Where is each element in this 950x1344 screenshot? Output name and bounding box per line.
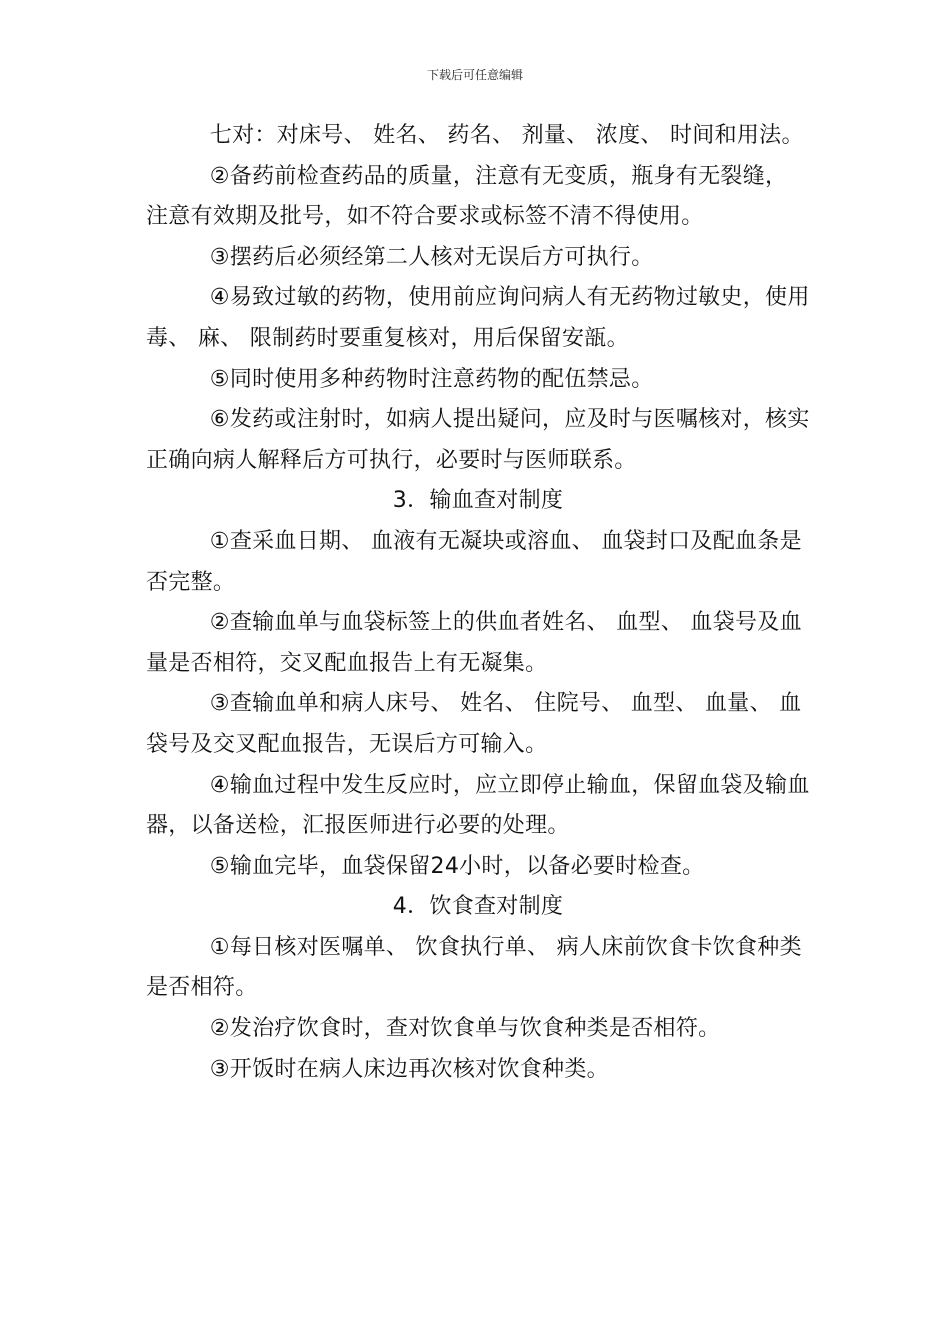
paragraph-blood-bag-retention: ⑤输血完毕，血袋保留24小时，以备必要时检查。 (209, 853, 705, 879)
paragraph-allergy: ④易致过敏的药物，使用前应询问病人有无药物过敏史，使用毒、 麻、 限制药时要重复核对，用后保留安瓿。 (146, 285, 810, 351)
paragraph-blood-bed-check: ③查输血单和病人床号、 姓名、 住院号、 血型、 血量、 血袋号及交叉配血报告，无误后方可输入。 (146, 691, 802, 757)
paragraph-seven-checks: 七对：对床号、 姓名、 药名、 剂量、 浓度、 时间和用法。 (209, 123, 804, 148)
paragraph-therapeutic-diet: ②发治疗饮食时，查对饮食单与饮食种类是否相符。 (209, 1016, 721, 1042)
paragraph-blood-collection: ①查采血日期、 血液有无凝块或溶血、 血袋封口及配血条是否完整。 (146, 528, 802, 595)
paragraph-blood-label: ②查输血单与血袋标签上的供血者姓名、 血型、 血袋号及血量是否相符，交叉配血报告上有无凝集。 (146, 610, 802, 676)
paragraph-incompatibility: ⑤同时使用多种药物时注意药物的配伍禁忌。 (209, 366, 654, 392)
header-note: 下载后可任意编辑 (426, 68, 523, 82)
paragraph-meal-bedside: ③开饭时在病人床边再次核对饮食种类。 (209, 1056, 609, 1082)
document-body (146, 116, 810, 1090)
paragraph-diet-daily-check: ①每日核对医嘱单、 饮食执行单、 病人床前饮食卡饮食种类是否相符。 (146, 934, 802, 1001)
paragraph-second-check: ③摆药后必须经第二人核对无误后方可执行。 (209, 244, 654, 270)
paragraph-drug-quality: ②备药前检查药品的质量，注意有无变质，瓶身有无裂缝， 注意有效期及批号，如不符合要求或标签不清不得使用。 (146, 163, 788, 230)
paragraph-transfusion-reaction: ④输血过程中发生反应时，应立即停止输血，保留血袋及输血器，以备送检，汇报医师进行必要的处理。 (146, 772, 810, 839)
section-heading-diet: 4．饮食查对制度 (392, 894, 564, 920)
section-heading-blood-transfusion: 3．输血查对制度 (392, 488, 564, 514)
paragraph-patient-doubt: ⑥发药或注射时，如病人提出疑问，应及时与医嘱核对，核实正确向病人解释后方可执行，必要时与医师联系。 (146, 407, 810, 473)
